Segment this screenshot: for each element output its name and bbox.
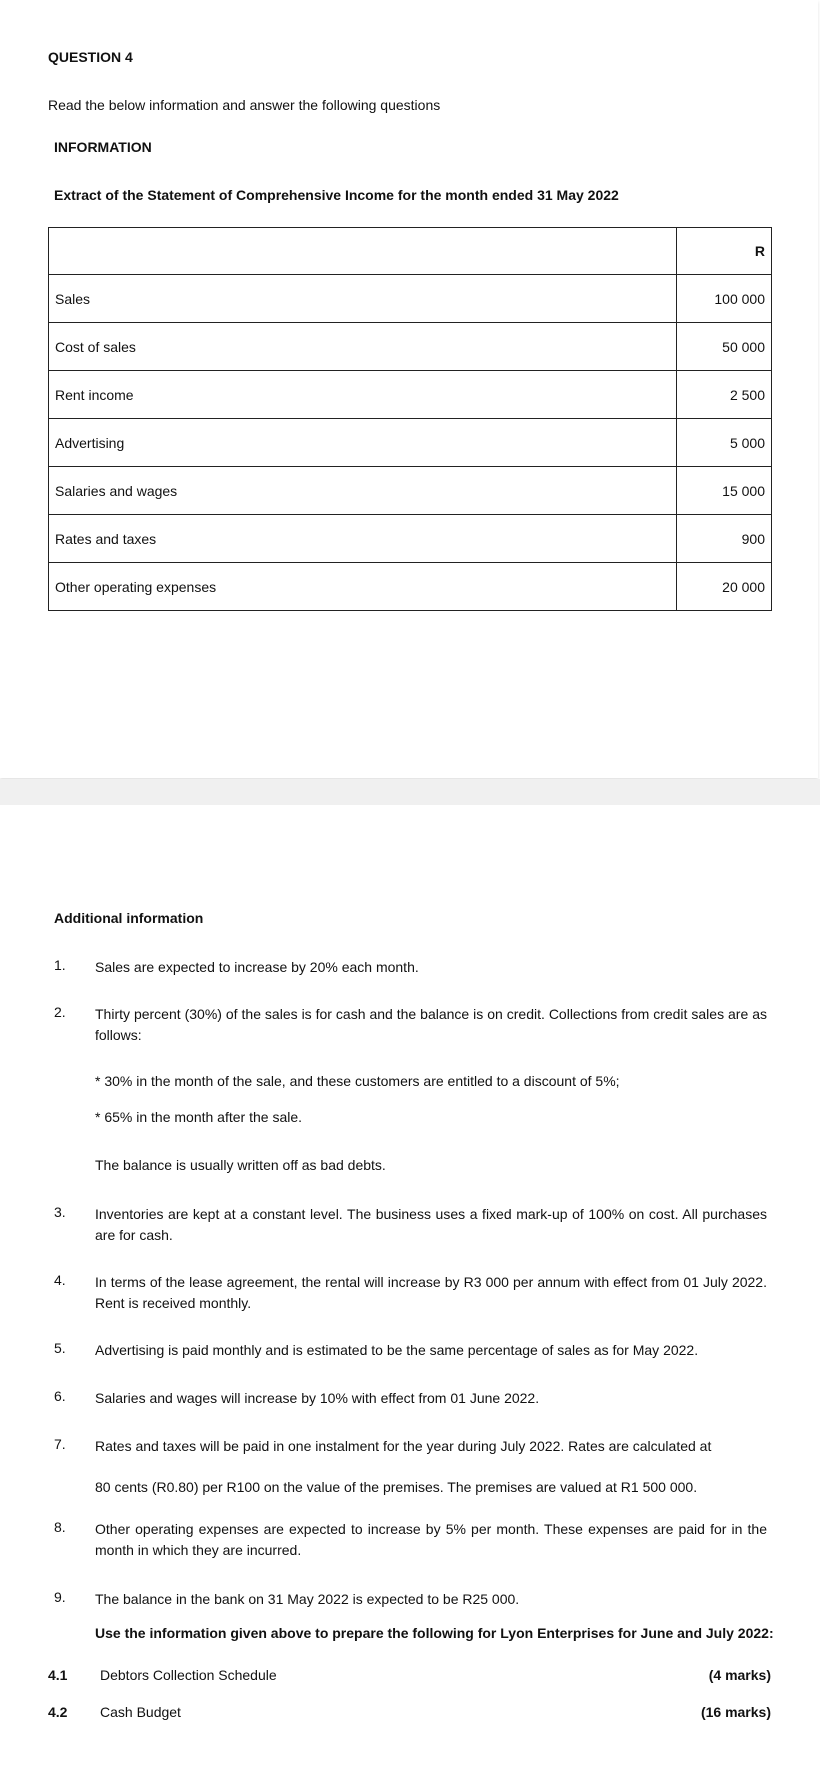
item-text: Advertising is paid monthly and is estimated to be the same percentage of sales as for May 2022.	[95, 1342, 699, 1358]
table-row	[49, 419, 772, 467]
item-text: Other operating expenses are expected to increase by 5% per month. These expenses are paid for in the month in which they are incurred.	[95, 1521, 767, 1558]
item-number: 7.	[54, 1436, 66, 1452]
item-number: 1.	[54, 957, 66, 973]
item-text: Inventories are kept at a constant level. The business uses a fixed mark-up of 100% on cost. All purchases are for cash.	[95, 1206, 767, 1243]
row-amount: 100 000	[677, 275, 772, 323]
task-label: Cash Budget	[100, 1704, 181, 1720]
table-row	[49, 515, 772, 563]
table-row	[49, 275, 772, 323]
table-row	[49, 323, 772, 371]
item-text: The balance in the bank on 31 May 2022 is expected to be R25 000.	[95, 1591, 520, 1607]
table-row	[49, 371, 772, 419]
row-label: Sales	[49, 275, 677, 323]
item-text: In terms of the lease agreement, the rental will increase by R3 000 per annum with effect from 01 July 2022. Rent is received monthly.	[95, 1274, 767, 1311]
item-text: Thirty percent (30%) of the sales is for cash and the balance is on credit. Collections from credit sales are as follows:	[95, 1006, 767, 1043]
row-amount: 900	[677, 515, 772, 563]
row-amount: 15 000	[677, 467, 772, 515]
row-label: Cost of sales	[49, 323, 677, 371]
table-row	[49, 563, 772, 611]
item-text: Sales are expected to increase by 20% each month.	[95, 959, 419, 975]
row-label: Other operating expenses	[49, 563, 677, 611]
row-label: Salaries and wages	[49, 467, 677, 515]
info-heading: INFORMATION	[54, 139, 152, 155]
table-row	[49, 467, 772, 515]
item-number: 8.	[54, 1519, 66, 1535]
instruction-text: Read the below information and answer the following questions	[48, 97, 441, 113]
item-number: 9.	[54, 1589, 66, 1605]
document-page-2	[0, 805, 818, 1786]
item-number: 6.	[54, 1388, 66, 1404]
rates-detail: 80 cents (R0.80) per R100 on the value of the premises. The premises are valued at R1 500 000.	[95, 1479, 698, 1495]
income-statement-table	[48, 227, 772, 611]
table-header-row	[49, 228, 772, 275]
task-marks: (16 marks)	[700, 1704, 771, 1720]
row-amount: 5 000	[677, 419, 772, 467]
row-amount: 50 000	[677, 323, 772, 371]
task-marks: (4 marks)	[708, 1667, 771, 1683]
item-number: 3.	[54, 1204, 66, 1220]
item-number: 2.	[54, 1004, 66, 1020]
row-label: Advertising	[49, 419, 677, 467]
statement-title: Extract of the Statement of Comprehensive Income for the month ended 31 May 2022	[54, 187, 619, 203]
task-number: 4.1	[48, 1667, 68, 1683]
currency-header: R	[677, 228, 772, 275]
row-amount: 20 000	[677, 563, 772, 611]
task-label: Debtors Collection Schedule	[100, 1667, 277, 1683]
document-page-1	[0, 0, 818, 778]
bad-debts-note: The balance is usually written off as bad debts.	[95, 1157, 386, 1173]
additional-heading: Additional information	[54, 910, 204, 926]
item-text: Rates and taxes will be paid in one instalment for the year during July 2022. Rates are calculated at	[95, 1438, 712, 1454]
row-label: Rent income	[49, 371, 677, 419]
row-label: Rates and taxes	[49, 515, 677, 563]
use-instruction: Use the information given above to prepare the following for Lyon Enterprises for June and July 2022:	[95, 1625, 774, 1641]
page-gap	[0, 779, 820, 805]
item-number: 4.	[54, 1272, 66, 1288]
task-number: 4.2	[48, 1704, 68, 1720]
collection-bullet-1: * 30% in the month of the sale, and these customers are entitled to a discount of 5%;	[95, 1073, 620, 1089]
row-amount: 2 500	[677, 371, 772, 419]
question-title: QUESTION 4	[48, 49, 133, 65]
item-number: 5.	[54, 1340, 66, 1356]
header-label-cell	[49, 228, 677, 275]
item-text: Salaries and wages will increase by 10% with effect from 01 June 2022.	[95, 1390, 540, 1406]
collection-bullet-2: * 65% in the month after the sale.	[95, 1109, 303, 1125]
